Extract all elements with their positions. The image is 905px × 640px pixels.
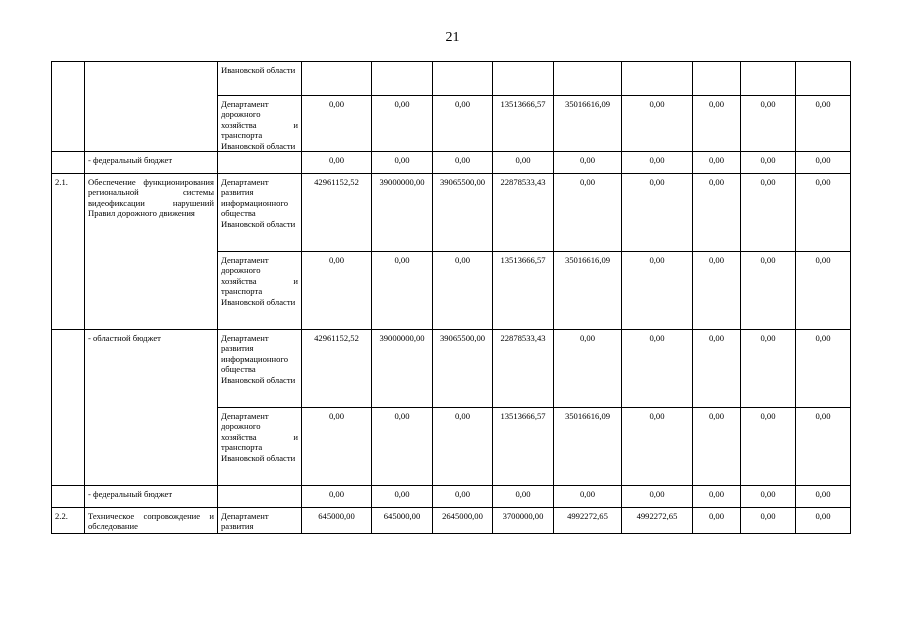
amount-cell: 39065500,00 bbox=[433, 330, 493, 408]
amount-cell: 0,00 bbox=[796, 508, 851, 534]
amount-cell: 13513666,57 bbox=[493, 408, 554, 486]
amount-cell: 0,00 bbox=[693, 508, 741, 534]
table-row bbox=[52, 508, 851, 534]
amount-cell: 35016616,09 bbox=[554, 96, 622, 152]
amount-cell: 0,00 bbox=[554, 330, 622, 408]
amount-cell: 0,00 bbox=[622, 252, 693, 330]
amount-cell: 35016616,09 bbox=[554, 252, 622, 330]
amount-cell: 0,00 bbox=[622, 408, 693, 486]
amount-cell: 13513666,57 bbox=[493, 96, 554, 152]
amount-cell: 0,00 bbox=[433, 96, 493, 152]
amount-cell: 0,00 bbox=[433, 486, 493, 508]
amount-cell: 0,00 bbox=[433, 152, 493, 174]
amount-cell: 0,00 bbox=[554, 152, 622, 174]
amount-cell: 42961152,52 bbox=[302, 330, 372, 408]
amount-cell: 0,00 bbox=[433, 252, 493, 330]
amount-cell: 39000000,00 bbox=[372, 174, 433, 252]
amount-cell: 0,00 bbox=[693, 408, 741, 486]
amount-cell: 0,00 bbox=[622, 152, 693, 174]
row-number-cell bbox=[52, 330, 85, 486]
amount-cell: 0,00 bbox=[741, 152, 796, 174]
amount-cell: 0,00 bbox=[493, 152, 554, 174]
amount-cell: 35016616,09 bbox=[554, 408, 622, 486]
amount-cell: 0,00 bbox=[741, 330, 796, 408]
amount-cell: 645000,00 bbox=[302, 508, 372, 534]
amount-cell: 0,00 bbox=[693, 96, 741, 152]
amount-cell: 0,00 bbox=[372, 486, 433, 508]
amount-cell: 0,00 bbox=[693, 174, 741, 252]
amount-cell: 22878533,43 bbox=[493, 330, 554, 408]
amount-cell: 22878533,43 bbox=[493, 174, 554, 252]
row-number-cell: 2.2. bbox=[52, 508, 85, 534]
row-number-cell bbox=[52, 152, 85, 174]
amount-cell: 0,00 bbox=[302, 96, 372, 152]
amount-cell: 0,00 bbox=[693, 152, 741, 174]
amount-cell: 4992272,65 bbox=[622, 508, 693, 534]
amount-cell bbox=[302, 62, 372, 96]
department-cell: Департамент дорожного хозяйства и транспорта Ивановской области bbox=[218, 252, 302, 330]
table-row bbox=[52, 330, 851, 408]
page-number: 21 bbox=[445, 30, 460, 45]
amount-cell: 0,00 bbox=[622, 174, 693, 252]
amount-cell: 0,00 bbox=[796, 330, 851, 408]
amount-cell: 645000,00 bbox=[372, 508, 433, 534]
amount-cell: 0,00 bbox=[796, 252, 851, 330]
amount-cell: 4992272,65 bbox=[554, 508, 622, 534]
amount-cell bbox=[433, 62, 493, 96]
amount-cell: 0,00 bbox=[302, 152, 372, 174]
amount-cell: 0,00 bbox=[302, 486, 372, 508]
amount-cell bbox=[622, 62, 693, 96]
table-row bbox=[52, 62, 851, 96]
item-name-cell: - областной бюджет bbox=[85, 330, 218, 486]
department-cell: Ивановской области bbox=[218, 62, 302, 96]
amount-cell: 13513666,57 bbox=[493, 252, 554, 330]
department-cell: Департамент дорожного хозяйства и транспорта Ивановской области bbox=[218, 96, 302, 152]
amount-cell: 0,00 bbox=[796, 408, 851, 486]
amount-cell: 0,00 bbox=[372, 96, 433, 152]
row-number-cell bbox=[52, 486, 85, 508]
department-cell bbox=[218, 152, 302, 174]
row-number-cell: 2.1. bbox=[52, 174, 85, 330]
amount-cell: 0,00 bbox=[622, 96, 693, 152]
amount-cell bbox=[554, 62, 622, 96]
amount-cell: 39065500,00 bbox=[433, 174, 493, 252]
amount-cell: 0,00 bbox=[693, 252, 741, 330]
amount-cell: 0,00 bbox=[372, 252, 433, 330]
amount-cell: 2645000,00 bbox=[433, 508, 493, 534]
amount-cell: 0,00 bbox=[741, 174, 796, 252]
amount-cell: 42961152,52 bbox=[302, 174, 372, 252]
row-number-cell bbox=[52, 62, 85, 152]
item-name-cell bbox=[85, 62, 218, 152]
department-cell: Департамент развития информационного общества Ивановской области bbox=[218, 330, 302, 408]
amount-cell bbox=[372, 62, 433, 96]
amount-cell: 0,00 bbox=[554, 174, 622, 252]
amount-cell: 0,00 bbox=[741, 508, 796, 534]
amount-cell: 0,00 bbox=[693, 486, 741, 508]
amount-cell bbox=[493, 62, 554, 96]
amount-cell: 0,00 bbox=[741, 96, 796, 152]
amount-cell: 0,00 bbox=[372, 408, 433, 486]
amount-cell: 0,00 bbox=[302, 408, 372, 486]
amount-cell: 0,00 bbox=[433, 408, 493, 486]
department-cell: Департамент дорожного хозяйства и транспорта Ивановской области bbox=[218, 408, 302, 486]
department-cell bbox=[218, 486, 302, 508]
amount-cell: 0,00 bbox=[796, 152, 851, 174]
amount-cell: 0,00 bbox=[741, 486, 796, 508]
item-name-cell: - федеральный бюджет bbox=[85, 152, 218, 174]
amount-cell: 0,00 bbox=[554, 486, 622, 508]
amount-cell: 0,00 bbox=[741, 408, 796, 486]
department-cell: Департамент развития информационного общества Ивановской области bbox=[218, 174, 302, 252]
item-name-cell: Техническое сопровождение и обследование bbox=[85, 508, 218, 534]
department-cell: Департамент развития bbox=[218, 508, 302, 534]
amount-cell: 0,00 bbox=[741, 252, 796, 330]
amount-cell: 0,00 bbox=[796, 96, 851, 152]
amount-cell bbox=[693, 62, 741, 96]
amount-cell: 0,00 bbox=[622, 330, 693, 408]
amount-cell: 0,00 bbox=[796, 486, 851, 508]
table-row bbox=[52, 174, 851, 252]
amount-cell: 0,00 bbox=[622, 486, 693, 508]
amount-cell: 39000000,00 bbox=[372, 330, 433, 408]
amount-cell: 0,00 bbox=[693, 330, 741, 408]
amount-cell: 0,00 bbox=[302, 252, 372, 330]
amount-cell bbox=[796, 62, 851, 96]
table-row bbox=[52, 486, 851, 508]
amount-cell: 0,00 bbox=[796, 174, 851, 252]
table-row bbox=[52, 152, 851, 174]
amount-cell bbox=[741, 62, 796, 96]
item-name-cell: Обеспечение функционирования региональной системы видеофиксации нарушений Правил дорожного движения bbox=[85, 174, 218, 330]
budget-table bbox=[51, 61, 851, 534]
item-name-cell: - федеральный бюджет bbox=[85, 486, 218, 508]
amount-cell: 0,00 bbox=[372, 152, 433, 174]
amount-cell: 3700000,00 bbox=[493, 508, 554, 534]
amount-cell: 0,00 bbox=[493, 486, 554, 508]
